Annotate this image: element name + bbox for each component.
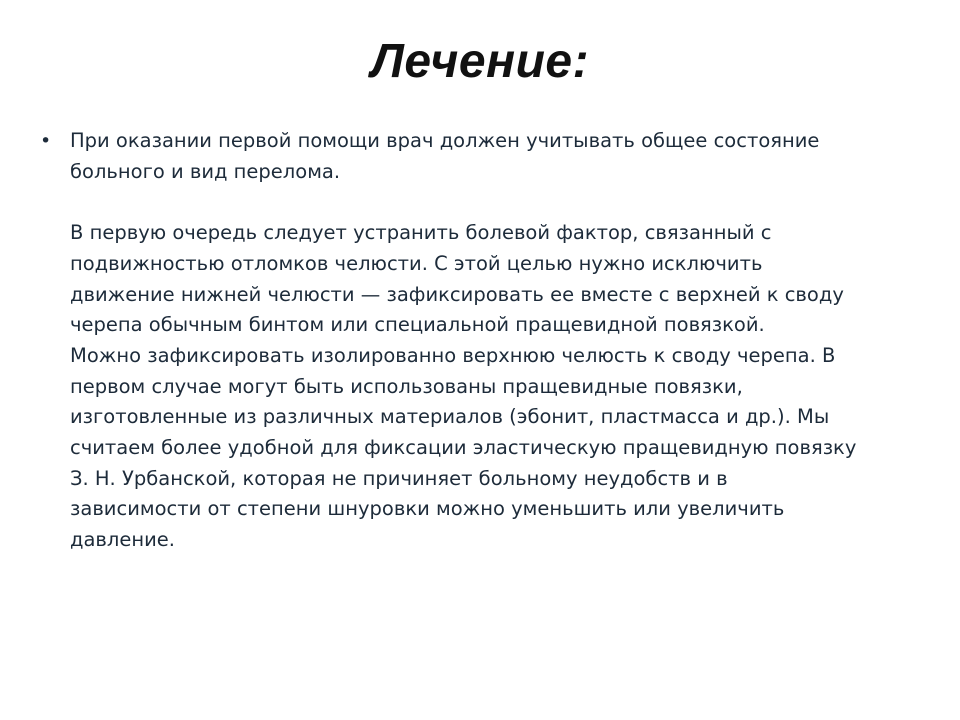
- paragraph-intro: При оказании первой помощи врач должен учитывать общее состояние больного и вид перелома.: [70, 129, 820, 183]
- slide-content: [40, 126, 910, 556]
- slide-title: Лечение:: [370, 35, 590, 88]
- bullet-marker: •: [40, 130, 52, 152]
- paragraph-body: В первую очередь следует устранить болевой фактор, связанный с подвижностью отломков челюсти. С этой целью нужно исключить движение нижней челюсти — зафиксировать ее вместе с верхней к своду черепа обычным бинтом или специальной пращевидной повязкой. Можно зафиксировать изолированно верхнюю челюсть к своду черепа. В первом случае могут быть использованы пращевидные повязки, изготовленные из различных материалов (эбонит, пластмасса и др.). Мы считаем более удобной для фиксации эластическую пращевидную повязку З. Н. Урбанской, которая не причиняет больному неудобств и в зависимости от степени шнуровки можно уменьшить или увеличить давление.: [70, 221, 857, 552]
